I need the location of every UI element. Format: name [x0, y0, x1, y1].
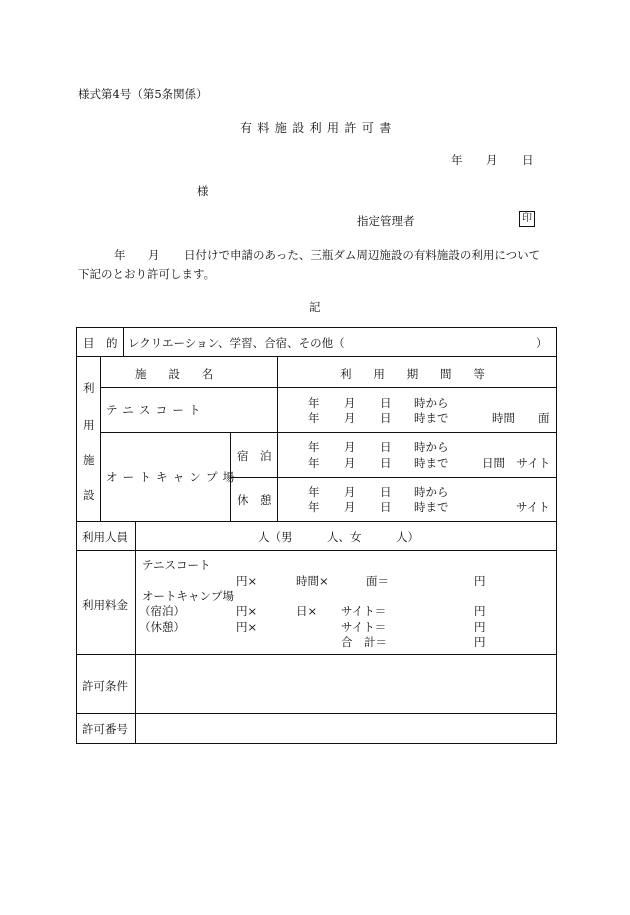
fee-rest-sites-eq: サイト＝ [341, 620, 387, 634]
side-label-2: 用 [83, 418, 95, 432]
ki-label: 記 [309, 300, 321, 314]
users-label: 利用人員 [82, 530, 128, 544]
tennis-from-time: 時から [414, 396, 449, 410]
purpose-label: 目 的 [83, 336, 118, 350]
rest-from-day: 日 [380, 485, 392, 499]
auto-camp-label: オートキャンプ場 [106, 470, 240, 484]
intro-year: 年 [114, 248, 126, 262]
stay-to-time: 時まで [414, 456, 449, 470]
fee-stay-label: （宿泊） [139, 604, 185, 618]
tennis-from-month: 月 [344, 396, 356, 410]
stay-from-time: 時から [414, 440, 449, 454]
tennis-to-year: 年 [308, 411, 320, 425]
fee-stay-sites-eq: サイト＝ [341, 604, 387, 618]
fee-tennis-yen: 円 [474, 574, 486, 588]
fee-tennis-title: テニスコート [142, 558, 211, 572]
stay-label: 宿 泊 [237, 449, 272, 463]
date-year: 年 [451, 153, 463, 167]
stay-from-month: 月 [344, 440, 356, 454]
fee-rest-yen-x: 円× [236, 620, 258, 634]
issuer-label: 指定管理者 [357, 214, 415, 228]
fee-camp-title: オートキャンプ場 [142, 589, 234, 603]
tennis-to-time: 時まで [414, 411, 449, 425]
facility-name-header: 施 設 名 [135, 367, 219, 381]
fee-tennis-courts-eq: 面＝ [366, 574, 389, 588]
addressee-suffix: 様 [197, 184, 209, 198]
seal-box: 印 [519, 211, 535, 227]
stay-unit: 日間 サイト [482, 456, 551, 470]
intro-line2: 下記のとおり許可します。 [78, 267, 216, 281]
fee-stay-days-x: 日× [296, 604, 318, 618]
tennis-court-label: テニスコート [106, 403, 206, 417]
permit-number-label: 許可番号 [82, 722, 128, 736]
tennis-unit: 時間 面 [492, 411, 550, 425]
side-label-1: 利 [83, 381, 95, 395]
document-title: 有料施設利用許可書 [240, 121, 397, 135]
fee-tennis-yen-x: 円× [236, 574, 258, 588]
users-value: 人（男 人、女 人） [258, 530, 419, 544]
rest-unit: サイト [516, 500, 550, 514]
fee-rest-label: （休憩） [139, 620, 185, 634]
date-day: 日 [522, 153, 534, 167]
intro-month: 月 [148, 248, 160, 262]
rest-from-month: 月 [344, 485, 356, 499]
purpose-close: ） [536, 336, 548, 350]
rest-label: 休 憩 [237, 493, 272, 507]
rest-to-month: 月 [344, 500, 356, 514]
rest-from-time: 時から [414, 485, 449, 499]
fee-total-label: 合 計＝ [341, 635, 387, 649]
rest-to-day: 日 [380, 500, 392, 514]
rest-to-time: 時まで [414, 500, 449, 514]
rest-to-year: 年 [308, 500, 320, 514]
tennis-from-day: 日 [380, 396, 392, 410]
fee-stay-yen-x: 円× [236, 604, 258, 618]
fee-total-yen: 円 [474, 635, 486, 649]
tennis-from-year: 年 [308, 396, 320, 410]
fees-label: 利用料金 [82, 598, 128, 612]
stay-to-year: 年 [308, 456, 320, 470]
fee-tennis-hours-x: 時間× [296, 574, 329, 588]
fee-stay-yen: 円 [474, 604, 486, 618]
intro-line1: 日付けで申請のあった、三瓶ダム周辺施設の有料施設の利用について [184, 248, 541, 262]
conditions-label: 許可条件 [82, 679, 128, 693]
tennis-to-day: 日 [380, 411, 392, 425]
form-number: 様式第4号（第5条関係） [78, 87, 208, 101]
side-label-3: 施 [83, 453, 95, 467]
rest-from-year: 年 [308, 485, 320, 499]
stay-to-month: 月 [344, 456, 356, 470]
stay-from-year: 年 [308, 440, 320, 454]
purpose-value: レクリエーション、学習、合宿、その他（ [128, 336, 345, 350]
tennis-to-month: 月 [344, 411, 356, 425]
stay-from-day: 日 [380, 440, 392, 454]
date-month: 月 [486, 153, 498, 167]
fee-rest-yen: 円 [474, 620, 486, 634]
stay-to-day: 日 [380, 456, 392, 470]
usage-period-header: 利 用 期 間 等 [340, 367, 491, 381]
side-label-4: 設 [83, 488, 95, 502]
